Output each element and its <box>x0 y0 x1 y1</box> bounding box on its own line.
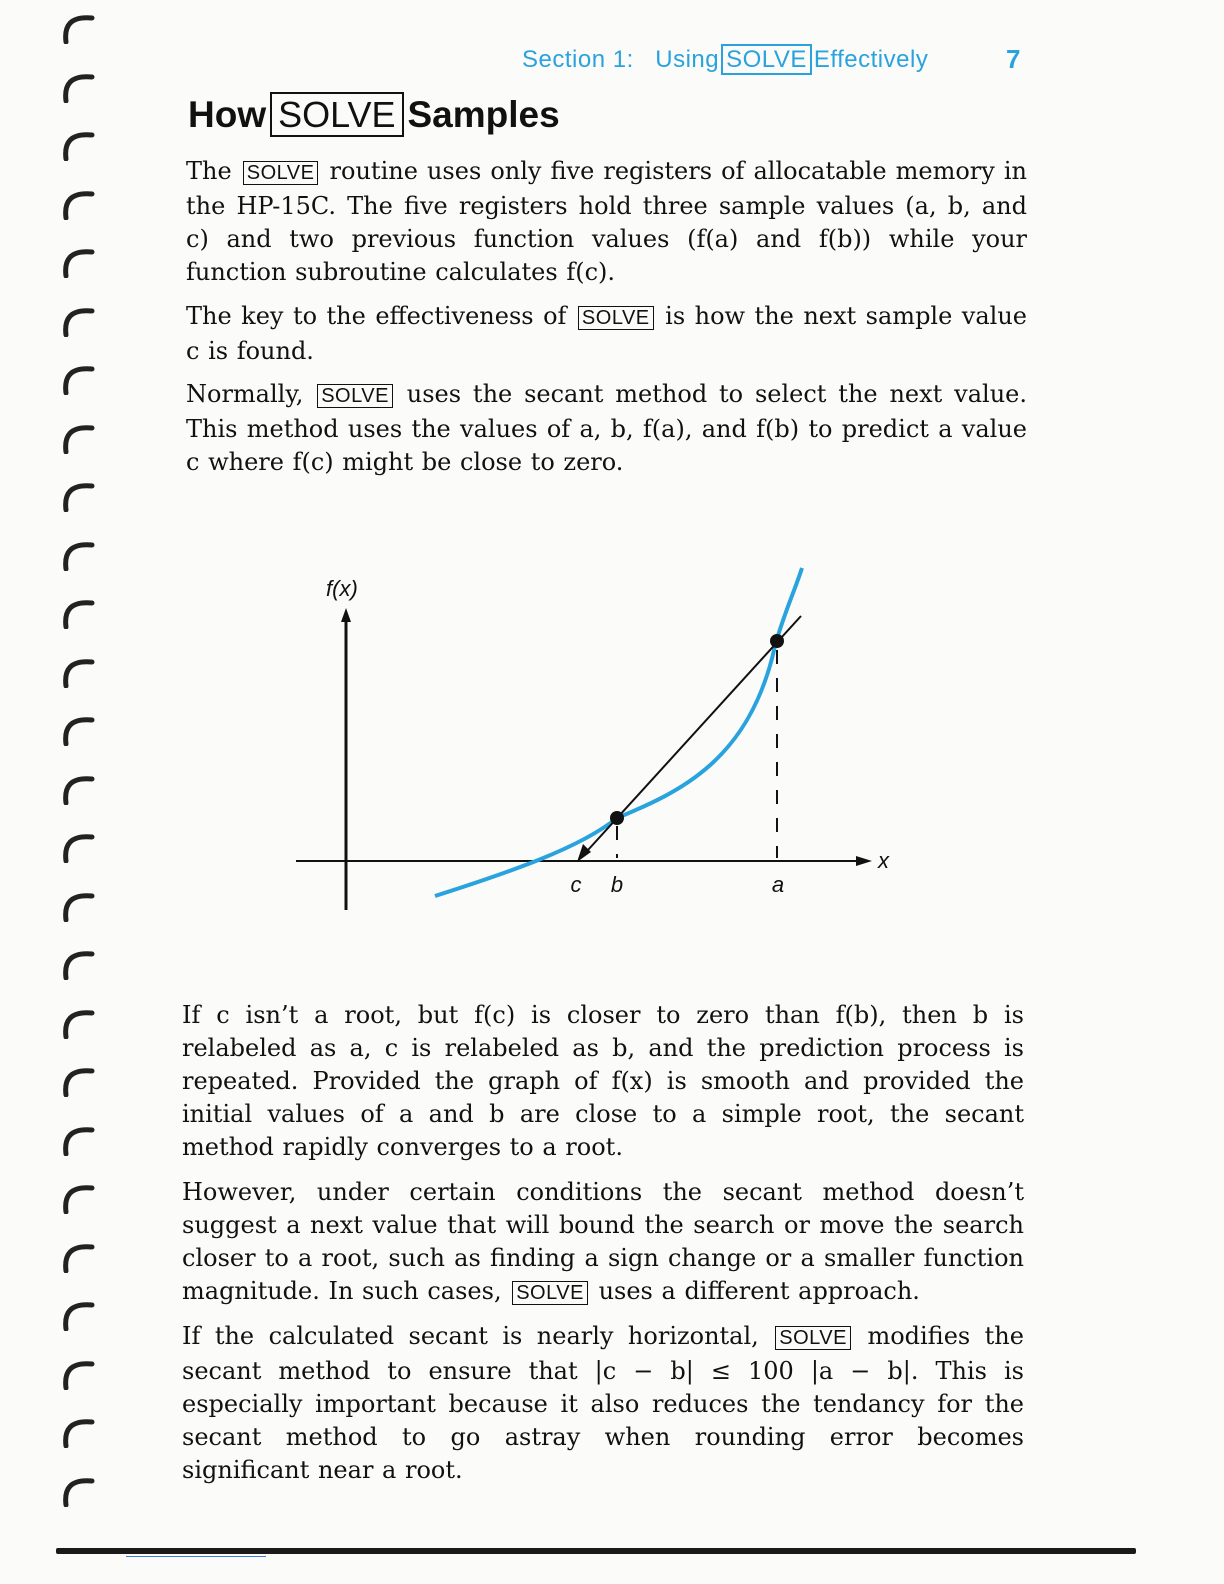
secant-arrowhead <box>577 844 591 862</box>
paragraph-different-approach <box>182 1176 1024 1310</box>
binding-hook <box>52 944 96 980</box>
page-number: 7 <box>1006 44 1021 74</box>
paragraph-horizontal-secant <box>182 1320 1024 1487</box>
para3-text-b: uses the secant method to select the next value. This method uses the values of a, b, f(a), and f(b) to predict a value c where f(c) might be close to zero. <box>186 380 1027 476</box>
y-axis-arrowhead <box>341 608 351 622</box>
bottom-rule-accent <box>126 1556 266 1557</box>
section-label: Section 1: <box>522 46 634 73</box>
para5-text-a: However, under certain conditions the secant method doesn’t suggest a next value that will bound the search or move the search closer to a root, such as finding a sign change or a smaller function magnitude. In such cases, <box>182 1178 1024 1305</box>
binding-hook <box>52 125 96 161</box>
binding-hook <box>52 1061 96 1097</box>
spiral-binding <box>52 0 112 1540</box>
paragraph-registers <box>186 155 1027 289</box>
bottom-rule <box>56 1548 1136 1554</box>
binding-hook <box>52 8 96 44</box>
binding-hook <box>52 769 96 805</box>
point-a <box>770 634 784 648</box>
solve-key: SOLVE <box>243 161 319 185</box>
para5-text-b: uses a different approach. <box>598 1277 920 1305</box>
binding-hook <box>52 1178 96 1214</box>
label-a: a <box>771 872 785 897</box>
para6-text-b: modifies the secant method to ensure that |c − b| ≤ 100 |a − b|. This is especially important because it also reduces the tendancy for the secant method to go astray when rounding error becomes significant near a root. <box>182 1322 1024 1484</box>
binding-hook <box>52 1003 96 1039</box>
x-axis-arrowhead <box>856 856 872 866</box>
x-axis-label: x <box>878 848 889 873</box>
binding-hook <box>52 359 96 395</box>
binding-hook <box>52 476 96 512</box>
function-curve <box>435 568 802 896</box>
binding-hook <box>52 652 96 688</box>
paragraph-relabel <box>182 999 1024 1164</box>
para1-text-a: The <box>186 157 232 185</box>
solve-key: SOLVE <box>775 1326 851 1350</box>
binding-hook <box>52 1471 96 1507</box>
running-head <box>522 46 928 74</box>
binding-hook <box>52 1412 96 1448</box>
using-label: Using <box>655 46 720 73</box>
binding-hook <box>52 301 96 337</box>
para1-text-b: routine uses only five registers of allocatable memory in the HP-15C. The five registers hold three sample values (a, b, and c) and two previous function values (f(a) and f(b)) while your function subroutine calculates f(c). <box>186 157 1028 286</box>
paragraph-secant-method <box>186 378 1027 479</box>
label-c: c <box>570 872 582 897</box>
binding-hook <box>52 242 96 278</box>
paragraph-key-effectiveness <box>186 300 1027 368</box>
binding-hook <box>52 827 96 863</box>
y-axis-label: f(x) <box>326 576 358 601</box>
binding-hook <box>52 418 96 454</box>
page-title <box>188 94 560 136</box>
solve-key: SOLVE <box>512 1281 588 1305</box>
solve-key: SOLVE <box>317 384 393 408</box>
binding-hook <box>52 1354 96 1390</box>
effectively-label: Effectively <box>813 46 929 73</box>
title-how: How <box>188 94 267 135</box>
binding-hook <box>52 1295 96 1331</box>
solve-key-header: SOLVE <box>721 44 812 75</box>
binding-hook <box>52 1237 96 1273</box>
point-b <box>610 811 624 825</box>
binding-hook <box>52 67 96 103</box>
binding-hook <box>52 535 96 571</box>
label-b: b <box>610 872 624 897</box>
solve-key: SOLVE <box>578 306 654 330</box>
para4-text: If c isn’t a root, but f(c) is closer to zero than f(b), then b is relabeled as a, c is relabeled as b, and the prediction process is repeated. Provided the graph of f(x) is smooth and provided the initial values of a and b are close to a simple root, the secant method rapidly converges to a root. <box>182 1001 1024 1161</box>
binding-hook <box>52 1120 96 1156</box>
binding-hook <box>52 184 96 220</box>
para3-text-a: Normally, <box>186 380 304 408</box>
binding-hook <box>52 710 96 746</box>
para2-text-a: The key to the effectiveness of <box>186 302 567 330</box>
secant-diagram <box>290 560 910 920</box>
title-solve-key: SOLVE <box>270 92 403 137</box>
binding-hook <box>52 886 96 922</box>
title-samples: Samples <box>407 94 560 135</box>
para6-text-a: If the calculated secant is nearly horizontal, <box>182 1322 759 1350</box>
binding-hook <box>52 593 96 629</box>
para2-text-b: is how the next sample value c is found. <box>186 302 1027 365</box>
